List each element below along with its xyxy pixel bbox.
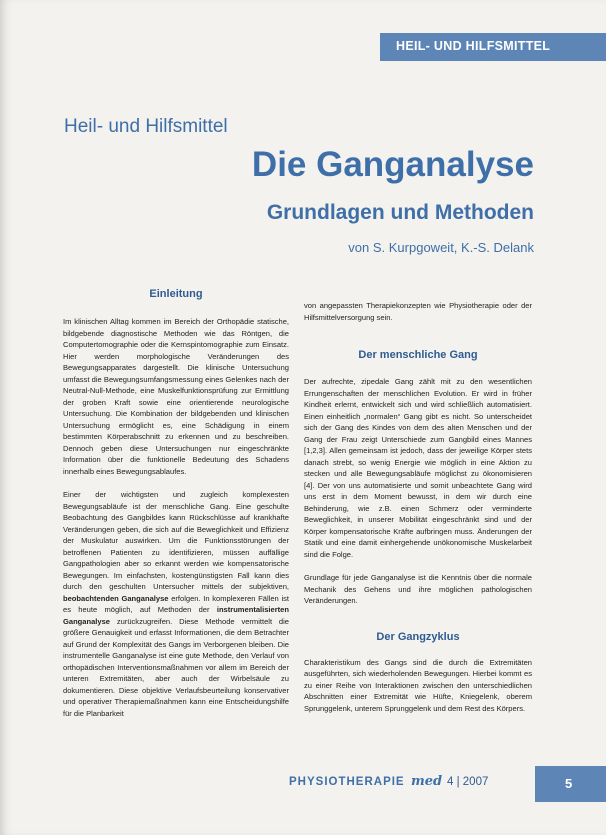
page-number-tab xyxy=(535,766,606,802)
term-beobachtende-ganganalyse: beobachtenden Ganganalyse xyxy=(63,593,169,603)
article-title: Die Ganganalyse xyxy=(251,145,534,184)
heading-gangzyklus: Der Gangzyklus xyxy=(376,630,460,643)
footer-brand: PHYSIOTHERAPIE xyxy=(289,776,405,788)
paragraph-intro-1: Im klinischen Alltag kommen im Bereich der Orthopädie statische, bildgebende diagnostische Methoden wie das Röntgen, die Computertomographie oder die Kernspintomographie zum Einsatz. Hier werden morphologische Veränderungen des Bewegungsapparates dargestellt. Die klinische Untersuchung umfasst die Bewegungsumfangsmessung eines Gelenkes nach der Neutral-Null-Methode, eine Muskelfunktionsprüfung zur Ermittlung der groben Kraft sowie eine orientierende neurologische Untersuchung. Die Kombination der bildgebenden und klinischen Untersuchung ermöglicht es, eine Schädigung in einem bestimmten Körperabschnitt zu erkennen und zu beschreiben. Dennoch geben diese Untersuchungen nur eingeschränkte Information über die funktionelle Bedeutung des Schadens innerhalb eines Bewegungsablaufes. xyxy=(63,317,289,476)
article-kicker: Heil- und Hilfsmittel xyxy=(64,116,228,137)
footer-brand-med: med xyxy=(411,774,443,789)
left-column xyxy=(63,288,289,719)
paragraph-intro-2-d: zurückzugreifen. Diese Methode vermittelt die größere Genauigkeit und erfasst Informationen, die dem Betrachter auf Grund der Komplexität des Gangs im Verborgenen bleiben. Die instrumentelle Ganganalyse ist eine gute Methode, den Verlauf von orthopädischen Interventionsmaßnahmen vor allem im Bereich der unteren Extremitäten, aber auch der Wirbelsäule zu dokumentieren. Diese objektive Verlaufsbeurteilung konservativer und operativer Therapiemaßnahmen kann eine Entscheidungshilfe für die Planbarkeit xyxy=(63,616,289,718)
right-column xyxy=(304,300,532,714)
paragraph-gang-1: Der aufrechte, zipedale Gang zählt mit zu den wesentlichen Errungenschaften der menschlichen Evolution. Er wird in früher Kindheit erlernt, entwickelt sich und wird schließlich automatisiert. Einen einheitlich „normalen“ Gang gibt es nicht. So unterscheidet sich der Gang des Kindes von dem des alten Menschen und der Gang der Frau zeigt Unterschiede zum Gangbild eines Mannes [1,2,3]. Allen gemeinsam ist jedoch, dass der jeweilige Körper stets danach strebt, so wenig Energie wie möglich in eine Aktion zu stecken und alle Bewegungsabläufe möglichst zu ökonomisieren [4]. Der von uns automatisierte und somit unbeachtete Gang wird uns erst in dem Moment bewusst, in dem wir durch eine Behinderung, wie z.B. einen Schmerz oder verminderte Beweglichkeit, in unserer Mobilität eingeschränkt sind und der Körper kompensatorische Kräfte aufbringen muss. Änderungen der Statik und eine damit einhergehende unökonomische Muskelarbeit sind die Folge. xyxy=(304,377,532,559)
page-number: 5 xyxy=(565,776,573,791)
footer-issue: 4 | 2007 xyxy=(447,776,489,788)
paragraph-intro-2-a: Einer der wichtigsten und zugleich komplexesten Bewegungsabläufe ist der menschliche Gang. Eine geschulte Beobachtung des Gangbildes kann Rückschlüsse auf krankhafte Veränderungen geben, die sich auf die Beweglichkeit und Effizienz der Muskulatur auswirken. Um die Funktionsstörungen der betroffenen Patienten zu identifizieren, müssen auffällige Gangpathologien aber so erkannt werden wie kompensatorische Bewegungen. Im einfachsten, kostengünstigsten Fall kann dies durch den geschulten Untersucher mittels der subjektiven, xyxy=(63,490,289,591)
heading-menschlicher-gang: Der menschliche Gang xyxy=(358,349,478,361)
paragraph-intro-2 xyxy=(63,489,289,719)
section-header-bar xyxy=(380,33,606,61)
paragraph-intro-continued: von angepassten Therapiekonzepten wie Physiotherapie oder der Hilfsmittelversorgung sein. xyxy=(304,301,532,322)
paragraph-zyklus-1: Charakteristikum des Gangs sind die durch die Extremitäten ausgeführten, sich wiederholenden Bewegungen. Hierbei kommt es zu einer Reihe von Interaktionen zwischen den unterschiedlichen Abschnitten einer Extremität wie Hüfte, Kniegelenk, oberem Sprunggelenk, unterem Sprunggelenk und dem Rest des Körpers. xyxy=(304,657,532,713)
article-authors: von S. Kurpgoweit, K.-S. Delank xyxy=(348,240,534,255)
paragraph-gang-2: Grundlage für jede Ganganalyse ist die Kenntnis über die normale Mechanik des Gehens und ihre möglichen pathologischen Veränderungen. xyxy=(304,573,532,605)
term-instrumentalisierte-ganganalyse: instrumentalisierten Ganganalyse xyxy=(63,605,289,626)
article-subtitle: Grundlagen und Methoden xyxy=(266,201,534,224)
heading-einleitung: Einleitung xyxy=(149,288,203,300)
paragraph-intro-2-c: erfolgen. In komplexeren Fällen ist es heute möglich, auf Methoden der xyxy=(63,593,289,614)
section-header-label: HEIL- UND HILFSMITTEL xyxy=(396,39,551,53)
